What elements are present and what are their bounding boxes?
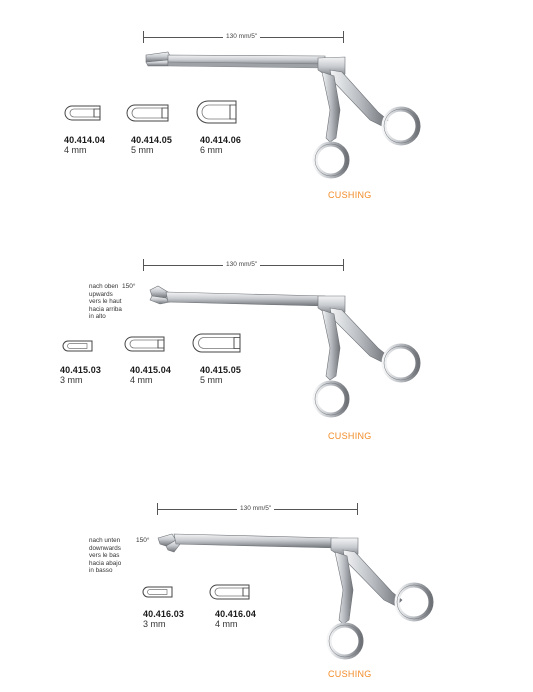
- tip-variant-40-415-04: [124, 334, 172, 354]
- direction-label: nach unten: [89, 537, 121, 544]
- angle-label: 150°: [122, 283, 136, 290]
- direction-label: vers le haut: [89, 298, 122, 306]
- rongeur-instrument-downwards: [0, 460, 533, 692]
- article-code: 40.415.05: [200, 365, 241, 375]
- angle-label: 150°: [136, 537, 150, 544]
- article-code: 40.415.03: [60, 365, 101, 375]
- product-section-2: [0, 230, 533, 460]
- tip-variant-40-415-05: [192, 331, 250, 355]
- tip-size: 5 mm: [200, 375, 223, 385]
- article-code: 40.416.04: [215, 609, 256, 619]
- direction-label: downwards: [89, 544, 121, 552]
- article-code: 40.415.04: [130, 365, 171, 375]
- direction-label: in alto: [89, 313, 106, 321]
- article-code: 40.414.05: [131, 135, 172, 145]
- dimension-label: 130 mm/5": [223, 261, 260, 268]
- tip-variant-40-414-04: [64, 103, 108, 123]
- article-code: 40.414.04: [64, 135, 105, 145]
- product-section-1: [0, 0, 533, 230]
- dimension-label: 130 mm/5": [237, 505, 274, 512]
- direction-label: hacia arriba: [89, 305, 122, 313]
- tip-size: 4 mm: [130, 375, 153, 385]
- tip-variant-40-414-06: [196, 98, 244, 126]
- direction-label: in basso: [89, 567, 113, 575]
- product-section-3: [0, 460, 533, 692]
- tip-variant-40-416-04: [209, 582, 257, 602]
- brand-label: CUSHING: [328, 190, 372, 200]
- direction-label: upwards: [89, 290, 113, 298]
- brand-label: CUSHING: [328, 431, 372, 441]
- article-code: 40.414.06: [200, 135, 241, 145]
- direction-label: hacia abajo: [89, 559, 122, 567]
- tip-size: 4 mm: [215, 619, 238, 629]
- tip-variant-40-416-03: [142, 584, 178, 600]
- dimension-label: 130 mm/5": [223, 33, 260, 40]
- tip-size: 3 mm: [143, 619, 166, 629]
- brand-label: CUSHING: [328, 669, 372, 679]
- direction-label: nach oben: [89, 283, 119, 290]
- direction-label: vers le bas: [89, 552, 120, 560]
- tip-size: 5 mm: [131, 145, 154, 155]
- tip-size: 6 mm: [200, 145, 223, 155]
- tip-variant-40-415-03: [62, 338, 98, 354]
- tip-size: 3 mm: [60, 375, 83, 385]
- tip-size: 4 mm: [64, 145, 87, 155]
- tip-variant-40-414-05: [126, 102, 178, 124]
- article-code: 40.416.03: [143, 609, 184, 619]
